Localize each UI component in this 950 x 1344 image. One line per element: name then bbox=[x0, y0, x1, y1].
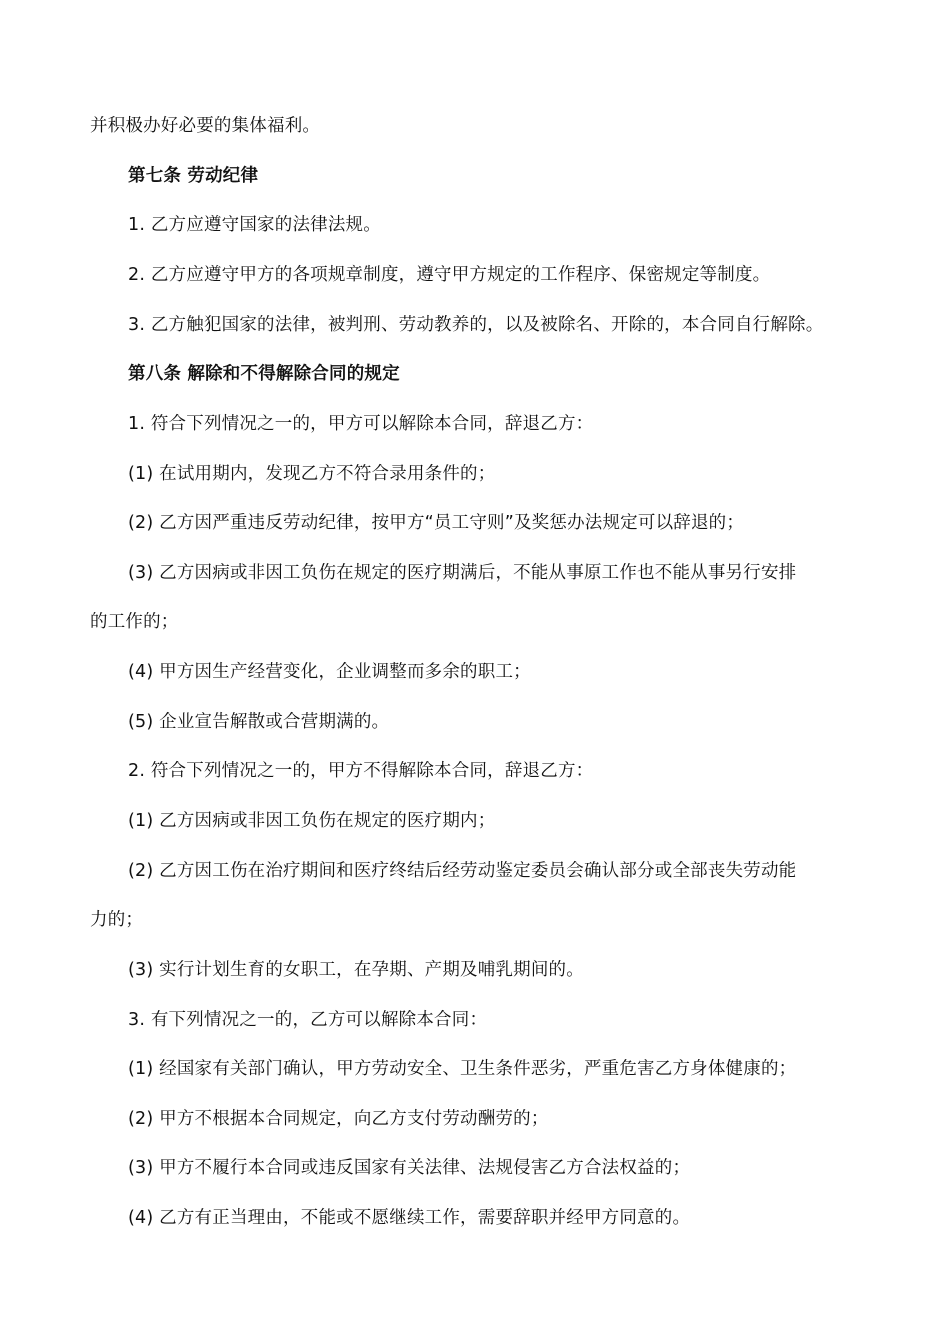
article-7-heading: 第七条 劳动纪律 bbox=[128, 166, 259, 186]
paragraph-continuation: 并积极办好必要的集体福利。 bbox=[90, 116, 321, 136]
clause-3-item-4: (4) 乙方有正当理由，不能或不愿继续工作，需要辞职并经甲方同意的。 bbox=[128, 1208, 691, 1228]
clause-1-item-4: (4) 甲方因生产经营变化，企业调整而多余的职工； bbox=[128, 662, 531, 682]
clause-2-item-1: (1) 乙方因病或非因工负伤在规定的医疗期内； bbox=[128, 811, 496, 831]
article-8-clause-3: 3. 有下列情况之一的，乙方可以解除本合同： bbox=[128, 1010, 488, 1030]
article-8-clause-1: 1. 符合下列情况之一的，甲方可以解除本合同，辞退乙方： bbox=[128, 414, 594, 434]
clause-2-item-3: (3) 实行计划生育的女职工，在孕期、产期及哺乳期间的。 bbox=[128, 960, 584, 980]
clause-1-item-2: (2) 乙方因严重违反劳动纪律，按甲方“员工守则”及奖惩办法规定可以辞退的； bbox=[128, 513, 745, 533]
clause-1-item-1: (1) 在试用期内，发现乙方不符合录用条件的； bbox=[128, 464, 496, 484]
article-7-item-3: 3. 乙方触犯国家的法律，被判刑、劳动教养的，以及被除名、开除的，本合同自行解除。 bbox=[128, 315, 824, 335]
clause-1-item-5: (5) 企业宣告解散或合营期满的。 bbox=[128, 712, 390, 732]
clause-3-item-2: (2) 甲方不根据本合同规定，向乙方支付劳动酬劳的； bbox=[128, 1109, 549, 1129]
article-7-item-1: 1. 乙方应遵守国家的法律法规。 bbox=[128, 215, 381, 235]
article-7-item-2: 2. 乙方应遵守甲方的各项规章制度，遵守甲方规定的工作程序、保密规定等制度。 bbox=[128, 265, 771, 285]
clause-3-item-3: (3) 甲方不履行本合同或违反国家有关法律、法规侵害乙方合法权益的； bbox=[128, 1158, 691, 1178]
clause-1-item-3: (3) 乙方因病或非因工负伤在规定的医疗期满后，不能从事原工作也不能从事另行安排 bbox=[128, 563, 797, 583]
clause-1-item-3-continuation: 的工作的； bbox=[90, 612, 179, 632]
article-8-clause-2: 2. 符合下列情况之一的，甲方不得解除本合同，辞退乙方： bbox=[128, 761, 594, 781]
clause-3-item-1: (1) 经国家有关部门确认，甲方劳动安全、卫生条件恶劣，严重危害乙方身体健康的； bbox=[128, 1059, 797, 1079]
article-8-heading: 第八条 解除和不得解除合同的规定 bbox=[128, 364, 400, 384]
clause-2-item-2: (2) 乙方因工伤在治疗期间和医疗终结后经劳动鉴定委员会确认部分或全部丧失劳动能 bbox=[128, 861, 797, 881]
clause-2-item-2-continuation: 力的； bbox=[90, 910, 144, 930]
